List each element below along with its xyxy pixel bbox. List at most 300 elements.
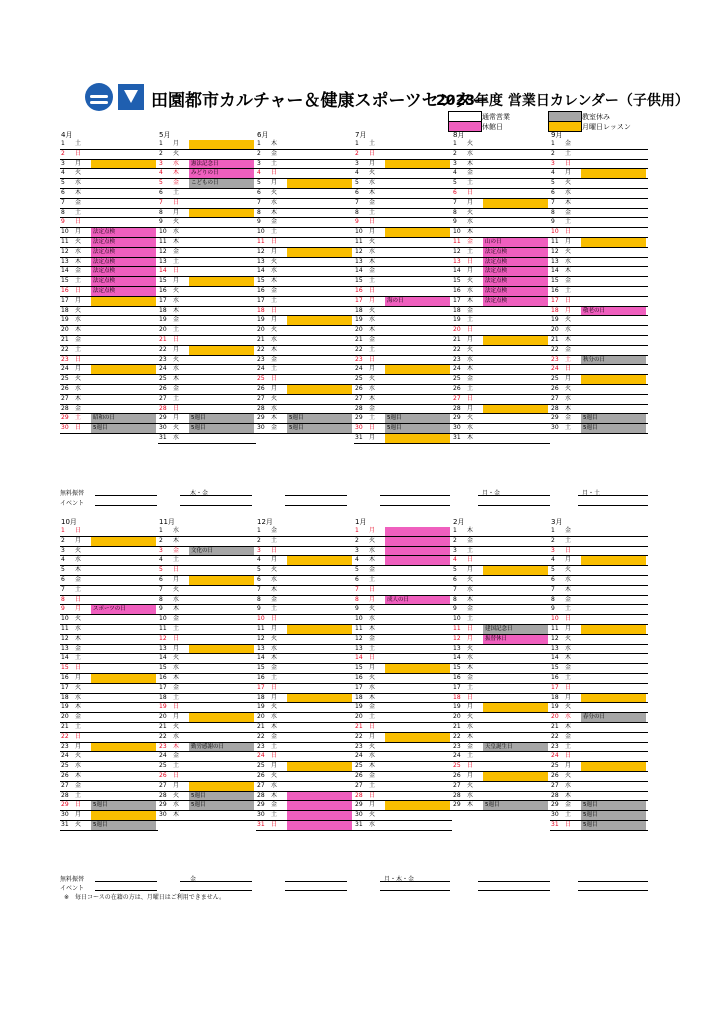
day-number: 14 [355,267,363,275]
day-number: 17 [355,683,363,691]
day-number: 2 [257,149,261,157]
weekday: 木 [75,634,82,642]
day-number: 1 [257,527,261,534]
day-row [452,547,550,557]
day-row [550,772,648,782]
weekday: 土 [369,345,376,353]
day-number: 28 [257,791,265,799]
day-row [354,434,452,444]
day-row [158,792,256,802]
day-number: 28 [355,404,363,412]
day-number: 3 [355,159,359,167]
calendar-title: 2023年度 営業日カレンダー（子供用） [436,93,689,109]
weekday: 日 [173,335,180,343]
day-number: 20 [61,713,69,721]
weekday: 土 [565,673,572,681]
weekday: 土 [173,762,180,770]
day-row [158,179,256,189]
day-number: 29 [61,801,69,809]
day-number: 9 [355,218,359,226]
weekday: 水 [467,218,474,226]
weekday: 土 [369,644,376,652]
day-row [60,140,158,150]
weekday: 水 [75,693,82,701]
day-row [354,248,452,258]
day-row [452,238,550,248]
weekday: 木 [75,566,82,574]
weekday: 木 [565,267,572,275]
weekday: 木 [565,404,572,412]
weekday: 月 [369,595,376,603]
weekday: 火 [467,644,474,652]
day-number: 3 [61,546,65,554]
day-number: 26 [257,771,265,779]
month-header: 11月 [159,518,175,526]
weekday: 日 [173,703,180,711]
day-row [550,762,648,772]
day-note: 振替休日 [485,635,508,642]
day-row [158,801,256,811]
day-row [354,792,452,802]
day-number: 3 [453,159,457,167]
day-row [550,615,648,625]
day-note: 5週目 [583,415,598,422]
weekday: 木 [271,722,278,730]
day-number: 10 [159,228,167,236]
day-number: 2 [355,536,359,544]
weekday: 水 [75,179,82,187]
day-number: 25 [355,762,363,770]
day-row [158,316,256,326]
day-row [452,346,550,356]
day-row [158,733,256,743]
day-row [354,801,452,811]
day-row [158,199,256,209]
day-status-fill [91,160,156,169]
day-number: 28 [551,404,559,412]
day-number: 1 [453,527,457,534]
day-number: 1 [159,527,163,534]
day-row [60,733,158,743]
day-row [158,694,256,704]
weekday: 水 [565,644,572,652]
weekday: 月 [565,762,572,770]
day-row [158,267,256,277]
day-row [550,307,648,317]
day-row [60,596,158,606]
day-row [60,424,158,434]
day-row [60,772,158,782]
weekday: 月 [369,365,376,373]
weekday: 日 [75,732,82,740]
day-row [550,547,648,557]
day-number: 15 [551,664,559,672]
day-row [550,782,648,792]
day-number: 1 [453,140,457,147]
day-number: 16 [551,286,559,294]
day-number: 15 [551,277,559,285]
day-row [256,375,354,385]
weekday: 金 [369,703,376,711]
footer-line [380,890,450,891]
day-status-fill [91,297,156,306]
day-row [60,547,158,557]
weekday: 月 [271,693,278,701]
weekday: 金 [271,424,278,432]
weekday: 水 [467,722,474,730]
day-row [158,307,256,317]
day-row [60,586,158,596]
weekday: 木 [369,624,376,632]
weekday: 水 [467,791,474,799]
day-row [550,169,648,179]
day-number: 13 [355,257,363,265]
day-row [550,723,648,733]
month-column [452,517,550,811]
weekday: 土 [173,326,180,334]
day-row [452,684,550,694]
day-number: 6 [355,188,359,196]
day-status-fill [385,664,450,673]
weekday: 日 [565,820,572,828]
weekday: 金 [75,781,82,789]
day-number: 4 [355,169,359,177]
day-number: 19 [355,316,363,324]
day-number: 20 [453,713,461,721]
day-row [452,527,550,537]
weekday: 土 [173,624,180,632]
day-status-fill [189,277,254,286]
day-number: 15 [453,664,461,672]
day-number: 31 [453,433,461,441]
weekday: 火 [173,722,180,730]
day-note: 法定点検 [93,229,116,236]
day-note: 法定点検 [93,258,116,265]
day-number: 19 [551,316,559,324]
day-row [256,733,354,743]
day-number: 9 [159,605,163,613]
day-number: 18 [453,306,461,314]
day-row [158,547,256,557]
weekday: 木 [173,536,180,544]
day-row [550,414,648,424]
day-number: 5 [61,566,65,574]
day-number: 23 [61,742,69,750]
weekday: 日 [369,585,376,593]
day-number: 26 [159,771,167,779]
day-number: 13 [453,257,461,265]
day-row [256,228,354,238]
day-number: 23 [551,742,559,750]
weekday: 木 [173,742,180,750]
day-row [60,287,158,297]
day-row [452,566,550,576]
day-number: 13 [257,644,265,652]
day-status-fill [287,385,352,394]
weekday: 土 [467,247,474,255]
day-row [158,218,256,228]
day-row [60,762,158,772]
day-number: 7 [61,585,65,593]
day-number: 16 [61,286,69,294]
day-number: 19 [355,703,363,711]
weekday: 土 [271,159,278,167]
day-row [60,752,158,762]
day-note: こどもの日 [191,180,219,187]
weekday: 金 [173,683,180,691]
day-number: 30 [453,424,461,432]
day-number: 6 [551,575,555,583]
weekday: 日 [173,404,180,412]
day-number: 3 [257,159,261,167]
day-number: 8 [159,595,163,603]
weekday: 月 [271,384,278,392]
day-row [60,316,158,326]
day-row [550,752,648,762]
day-row [452,556,550,566]
day-row [60,405,158,415]
weekday: 水 [369,615,376,623]
day-number: 9 [551,605,555,613]
day-row [354,733,452,743]
footer-line [180,495,252,496]
weekday: 金 [369,566,376,574]
day-number: 26 [355,771,363,779]
day-note: 成人の日 [387,596,410,603]
day-status-fill [385,228,450,237]
day-status-fill [581,556,646,565]
weekday: 日 [271,169,278,177]
day-row [60,684,158,694]
weekday: 金 [75,713,82,721]
day-row [256,414,354,424]
footer-line [578,505,648,506]
weekday: 日 [75,527,82,534]
day-number: 24 [355,752,363,760]
day-number: 19 [159,703,167,711]
day-number: 30 [355,811,363,819]
day-number: 28 [159,791,167,799]
day-row [158,586,256,596]
day-row [60,375,158,385]
day-row [60,218,158,228]
day-status-fill [287,556,352,565]
weekday: 水 [369,247,376,255]
weekday: 月 [173,208,180,216]
day-row [354,576,452,586]
day-row [256,596,354,606]
day-row [256,792,354,802]
day-row [354,228,452,238]
weekday: 金 [271,664,278,672]
day-number: 2 [159,149,163,157]
day-number: 17 [257,683,265,691]
day-row [550,556,648,566]
weekday: 火 [565,316,572,324]
day-row [60,782,158,792]
weekday: 土 [467,384,474,392]
day-number: 7 [257,198,261,206]
weekday: 金 [271,801,278,809]
day-number: 16 [355,286,363,294]
weekday: 水 [369,820,376,828]
footer-line [285,890,347,891]
day-number: 18 [355,693,363,701]
day-number: 22 [355,345,363,353]
day-row [60,811,158,821]
day-status-fill [385,537,450,546]
day-row [158,556,256,566]
day-row [60,625,158,635]
day-number: 18 [551,306,559,314]
day-number: 2 [257,536,261,544]
day-status-fill [581,169,646,178]
day-row [452,189,550,199]
weekday: 木 [271,414,278,422]
weekday: 月 [369,433,376,441]
weekday: 土 [565,742,572,750]
weekday: 日 [271,752,278,760]
weekday: 火 [467,277,474,285]
day-number: 26 [61,384,69,392]
weekday: 土 [467,179,474,187]
day-row [60,248,158,258]
day-row [158,248,256,258]
day-note: スポーツの日 [93,606,126,613]
weekday: 火 [467,575,474,583]
day-row [452,654,550,664]
day-row [60,654,158,664]
weekday: 水 [271,198,278,206]
weekday: 火 [369,169,376,177]
month-header: 6月 [257,131,269,139]
weekday: 金 [173,316,180,324]
weekday: 月 [565,624,572,632]
day-row [550,703,648,713]
day-number: 14 [453,267,461,275]
day-status-fill [91,811,156,820]
weekday: 土 [467,546,474,554]
weekday: 火 [75,546,82,554]
wave-logo-icon [85,83,113,111]
weekday: 金 [369,198,376,206]
day-number: 9 [453,605,457,613]
weekday: 水 [173,296,180,304]
weekday: 金 [565,277,572,285]
day-row [256,713,354,723]
day-row [354,762,452,772]
weekday: 水 [75,384,82,392]
day-row [256,326,354,336]
weekday: 土 [369,208,376,216]
weekday: 木 [173,673,180,681]
weekday: 火 [369,605,376,613]
day-number: 20 [355,326,363,334]
weekday: 土 [75,654,82,662]
weekday: 土 [75,585,82,593]
day-number: 14 [355,654,363,662]
day-number: 24 [159,365,167,373]
weekday: 土 [565,424,572,432]
day-number: 15 [257,664,265,672]
day-number: 19 [159,316,167,324]
day-number: 29 [453,414,461,422]
day-number: 7 [159,585,163,593]
weekday: 日 [369,424,376,432]
day-number: 11 [551,624,559,632]
day-status-fill [91,743,156,752]
day-number: 10 [355,228,363,236]
footer-line [478,881,550,882]
day-status-fill [581,625,646,634]
weekday: 日 [75,149,82,157]
weekday: 土 [467,615,474,623]
day-number: 4 [551,556,555,564]
day-number: 24 [257,752,265,760]
day-row [452,434,550,444]
day-row [550,375,648,385]
day-number: 23 [257,742,265,750]
day-row [550,405,648,415]
day-row [550,238,648,248]
day-number: 27 [453,781,461,789]
weekday: 土 [271,228,278,236]
day-number: 25 [61,375,69,383]
day-row [452,792,550,802]
day-note: 建国記念日 [485,625,513,632]
day-row [550,218,648,228]
day-number: 15 [61,277,69,285]
day-row [550,189,648,199]
day-row [354,664,452,674]
weekday: 金 [173,752,180,760]
day-note: みどりの日 [191,170,219,177]
weekday: 水 [369,683,376,691]
day-row [452,140,550,150]
weekday: 水 [467,424,474,432]
weekday: 日 [565,296,572,304]
weekday: 金 [565,801,572,809]
day-row [354,586,452,596]
weekday: 金 [173,615,180,623]
weekday: 金 [173,179,180,187]
day-row [256,150,354,160]
day-row [60,258,158,268]
day-number: 23 [257,355,265,363]
day-number: 4 [159,556,163,564]
day-number: 17 [61,296,69,304]
day-number: 21 [453,722,461,730]
weekday: 土 [173,188,180,196]
day-row [354,267,452,277]
day-row [354,209,452,219]
day-row [158,723,256,733]
day-row [60,297,158,307]
weekday: 土 [271,811,278,819]
weekday: 月 [565,237,572,245]
day-number: 30 [257,424,265,432]
weekday: 土 [75,345,82,353]
day-number: 20 [159,326,167,334]
day-row [60,566,158,576]
day-row [354,537,452,547]
footer-line [95,505,157,506]
weekday: 月 [75,296,82,304]
day-row [452,772,550,782]
day-number: 22 [551,345,559,353]
weekday: 火 [467,414,474,422]
day-status-fill [483,772,548,781]
